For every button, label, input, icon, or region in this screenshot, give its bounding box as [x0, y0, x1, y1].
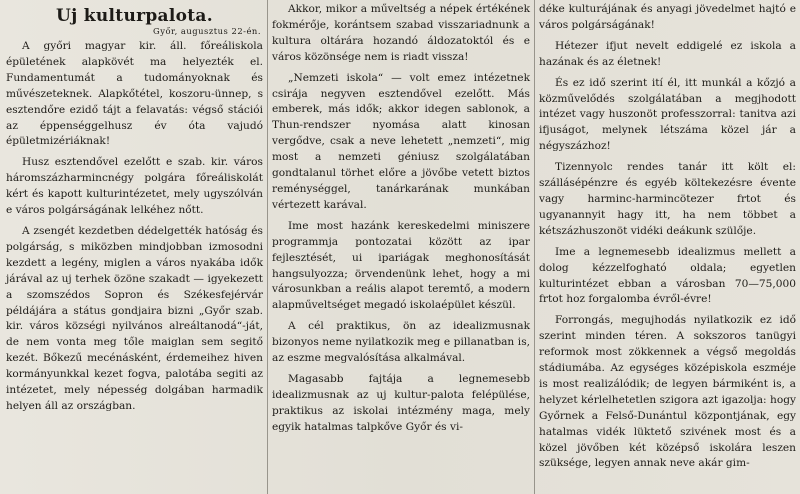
paragraph: Magasabb fajtája a legnemesebb idealizmusnak az uj kultur-palota felépülése, praktikus az iskolai intézmény maga, mely egyik hatalmas talpkőve Győr és vi-	[272, 372, 530, 433]
paragraph: És ez idő szerint ití él, itt munkál a kőzjó a közművelődés szolgálatában a megjhodott intézet vagy huszonöt professzorral: tanitva azi ifjuságot, melynek létszáma közel jár a négyszázhoz!	[539, 76, 796, 153]
paragraph: Husz esztendővel ezelőtt e szab. kir. város háromszázharmincnégy polgára főreáliskolát kért és kapott kulturintézetet, mely ugyszólván e város polgárságának lelkéhez nőtt.	[6, 156, 263, 217]
paragraph: A zsengét kezdetben dédelgették hatóság és polgárság, s miközben mindjobban izmosodni kezdett a legény, miglen a város nyakába idők járával az uj terhek özöne szakadt — igyekezett a szomszédos Sopron és Székesfejérvár példájára a státus gondjaira bizni „Győr szab. kir. város községi nyilvános alreáltanodá“-ját, de nem vonta meg tőle maiglan sem segitő kezét. Bőkezű mecénásként, érdemeihez hiven kormányunkkal kezet fogva, palotába segiti az intézetet, mely népesség dolgában harmadik helyen áll az országban.	[6, 224, 263, 412]
paragraph: déke kulturájának és anyagi jövedelmet hajtó e város polgárságának!	[539, 3, 796, 31]
column-3	[535, 0, 800, 494]
column-2	[268, 0, 534, 494]
column-1	[0, 0, 267, 494]
paragraph: Ime a legnemesebb idealizmus mellett a dolog kézzelfogható oldala; egyetlen kulturintézet ebban a városban 70—75,000 frtot hoz forgalomba évről-évre!	[539, 245, 796, 306]
dateline: Győr, augusztus 22-én.	[153, 26, 261, 36]
paragraph: „Nemzeti iskola“ — volt emez intézetnek csirája negyven esztendővel ezelőtt. Más emberek, más idők; akkor idegen sablonok, a Thun-rendszer nyomása alatt kinosan vergődve, csak a neve lehetett „nemzeti“, mig most a nemzeti géniusz szolgálatában gondtalanul törhet előre a jövőbe vetett biztos reménységgel, tanárkarának munkában vértezett karával.	[272, 71, 530, 211]
paragraph: Hétezer ifjut nevelt eddigelé ez iskola a hazának és az életnek!	[539, 39, 796, 68]
paragraph: Tizennyolc rendes tanár itt költ el: szállásépénzre és egyéb költekezésre évente vagy harminc-harmincötezer frtot és ugyanannyit hagy itt, ha nem többet a kétszázhuszonöt vidéki deákunk szülője.	[539, 161, 796, 237]
paragraph: Akkor, mikor a műveltség a népek értékének fokmérője, korántsem szabad visszariadnunk a kultura oltárára hozandó áldozatoktól és e város közönsége nem is riadt vissza!	[272, 3, 530, 63]
paragraph: Ime most hazánk kereskedelmi miniszere programmja pontozatai között az ipar fejlesztését, ui ipariágak meghonosítását hangsulyozza; örvendenünk lehet, hogy a mi városunkban a reális alapot teremtő, a modern alapműveltséget megadó iskolaépület készül.	[272, 219, 530, 312]
paragraph: A győri magyar kir. áll. főreáliskola épületének alapkövét ma helyezték el. Fundamentumát a tudományoknak és művészeteknek. Alapkőtétel, koszoru-ünnep, s esztendőre ezidő tájt a felavatás: végső stációi az éppenséggelhusz év óta vajudó épületmizériáknak!	[6, 40, 263, 148]
paragraph: Forrongás, megujhodás nyilatkozik ez idő szerint minden téren. A sokszoros tanügyi reformok most zökkennek a végső megoldás stádiumába. Az egységes középiskola eszméje is most realizálódik; de legyen bármiként is, a helyzet kérlelhetetlen szigora azt igazolja: hogy Győrnek a Felső-Dunántul központjának, egy hatalmas vidék lüktető szivének most és a közel jövőben két középső iskolára leszen szüksége, legyen annak neve akár gim-	[539, 314, 796, 470]
article-title: Uj kulturpalota.	[56, 6, 213, 26]
paragraph: A cél praktikus, ön az idealizmusnak bizonyos neme nyilatkozik meg e pillanatban is, az eszme megvalósítása alkalmával.	[272, 320, 530, 365]
